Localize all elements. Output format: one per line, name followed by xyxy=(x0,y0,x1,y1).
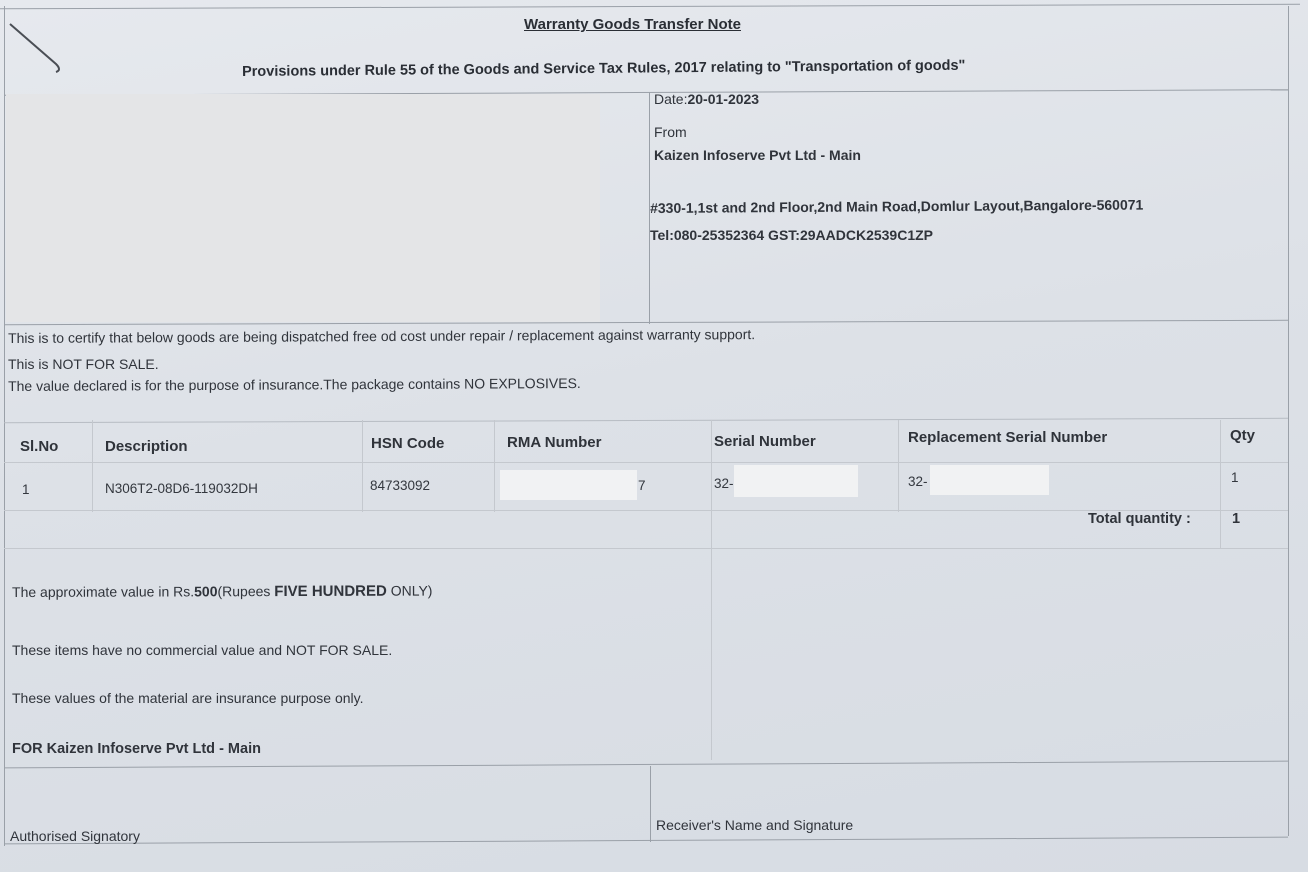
total-quantity-value: 1 xyxy=(1232,511,1241,527)
row-serial-prefix: 32- xyxy=(714,476,734,491)
row-rma-suffix: 7 xyxy=(638,478,646,493)
border-left xyxy=(4,6,5,846)
certification-line-1: This is to certify that below goods are being dispatched free od cost under repair / replacement against warranty support. xyxy=(8,326,756,346)
col-divider-3 xyxy=(494,420,495,512)
document-subtitle: Provisions under Rule 55 of the Goods and Service Tax Rules, 2017 relating to "Transportation of goods" xyxy=(242,57,966,80)
paperclip-icon xyxy=(8,22,68,76)
rule-above-table xyxy=(4,418,1288,423)
approx-amount: 500 xyxy=(194,583,218,600)
header-description: Description xyxy=(105,438,188,455)
rule-signature-top xyxy=(4,761,1288,769)
col-divider-6 xyxy=(1220,420,1221,548)
redacted-serial-number xyxy=(734,465,858,497)
rule-signature-bottom xyxy=(4,837,1288,845)
col-divider-1 xyxy=(92,420,93,512)
approximate-value-line xyxy=(12,583,432,601)
approx-suffix: ONLY) xyxy=(386,582,433,599)
header-qty: Qty xyxy=(1230,427,1256,444)
header-rma-number: RMA Number xyxy=(507,434,602,451)
row-qty: 1 xyxy=(1231,470,1239,485)
header-replacement-serial: Replacement Serial Number xyxy=(908,429,1108,446)
redacted-replacement-serial xyxy=(930,465,1049,495)
sender-company: Kaizen Infoserve Pvt Ltd - Main xyxy=(654,147,861,163)
header-serial-number: Serial Number xyxy=(714,433,816,450)
vertical-divider-signature xyxy=(650,766,651,842)
certification-line-3: The value declared is for the purpose of insurance.The package contains NO EXPLOSIVES. xyxy=(8,375,581,394)
sender-contact: Tel:080-25352364 GST:29AADCK2539C1ZP xyxy=(650,227,933,243)
col-divider-5 xyxy=(898,420,899,512)
from-label: From xyxy=(654,124,687,140)
certification-line-2: This is NOT FOR SALE. xyxy=(8,356,159,372)
for-company-line: FOR Kaizen Infoserve Pvt Ltd - Main xyxy=(12,741,261,757)
row-sl-no: 1 xyxy=(22,482,30,497)
border-right xyxy=(1288,6,1289,836)
approx-words: FIVE HUNDRED xyxy=(274,582,387,601)
rule-table-total xyxy=(4,548,1288,549)
row-hsn: 84733092 xyxy=(370,478,431,493)
note-insurance-purpose: These values of the material are insurance purpose only. xyxy=(12,690,364,706)
approx-prefix: The approximate value in Rs. xyxy=(12,583,195,600)
col-divider-2 xyxy=(362,420,363,512)
border-top xyxy=(0,4,1300,10)
header-sl-no: Sl.No xyxy=(20,438,59,455)
redacted-rma-number xyxy=(500,470,637,500)
date-label: Date: xyxy=(654,91,688,107)
approx-rupees-open: (Rupees xyxy=(217,583,275,600)
authorised-signatory-label: Authorised Signatory xyxy=(10,828,140,844)
row-replacement-prefix: 32- xyxy=(908,474,928,489)
row-description: N306T2-08D6-119032DH xyxy=(105,481,258,496)
receiver-signature-label: Receiver's Name and Signature xyxy=(656,817,854,833)
document-title: Warranty Goods Transfer Note xyxy=(524,16,741,33)
col-divider-4 xyxy=(711,420,712,760)
total-quantity-label: Total quantity : xyxy=(1088,511,1191,527)
note-no-commercial-value: These items have no commercial value and NOT FOR SALE. xyxy=(12,642,393,658)
date-line xyxy=(654,91,759,107)
redacted-recipient-block xyxy=(6,94,600,322)
sender-address: #330-1,1st and 2nd Floor,2nd Main Road,Domlur Layout,Bangalore-560071 xyxy=(650,196,1144,216)
date-value: 20-01-2023 xyxy=(687,91,760,107)
header-hsn-code: HSN Code xyxy=(371,435,445,452)
rule-table-header xyxy=(4,462,1288,463)
